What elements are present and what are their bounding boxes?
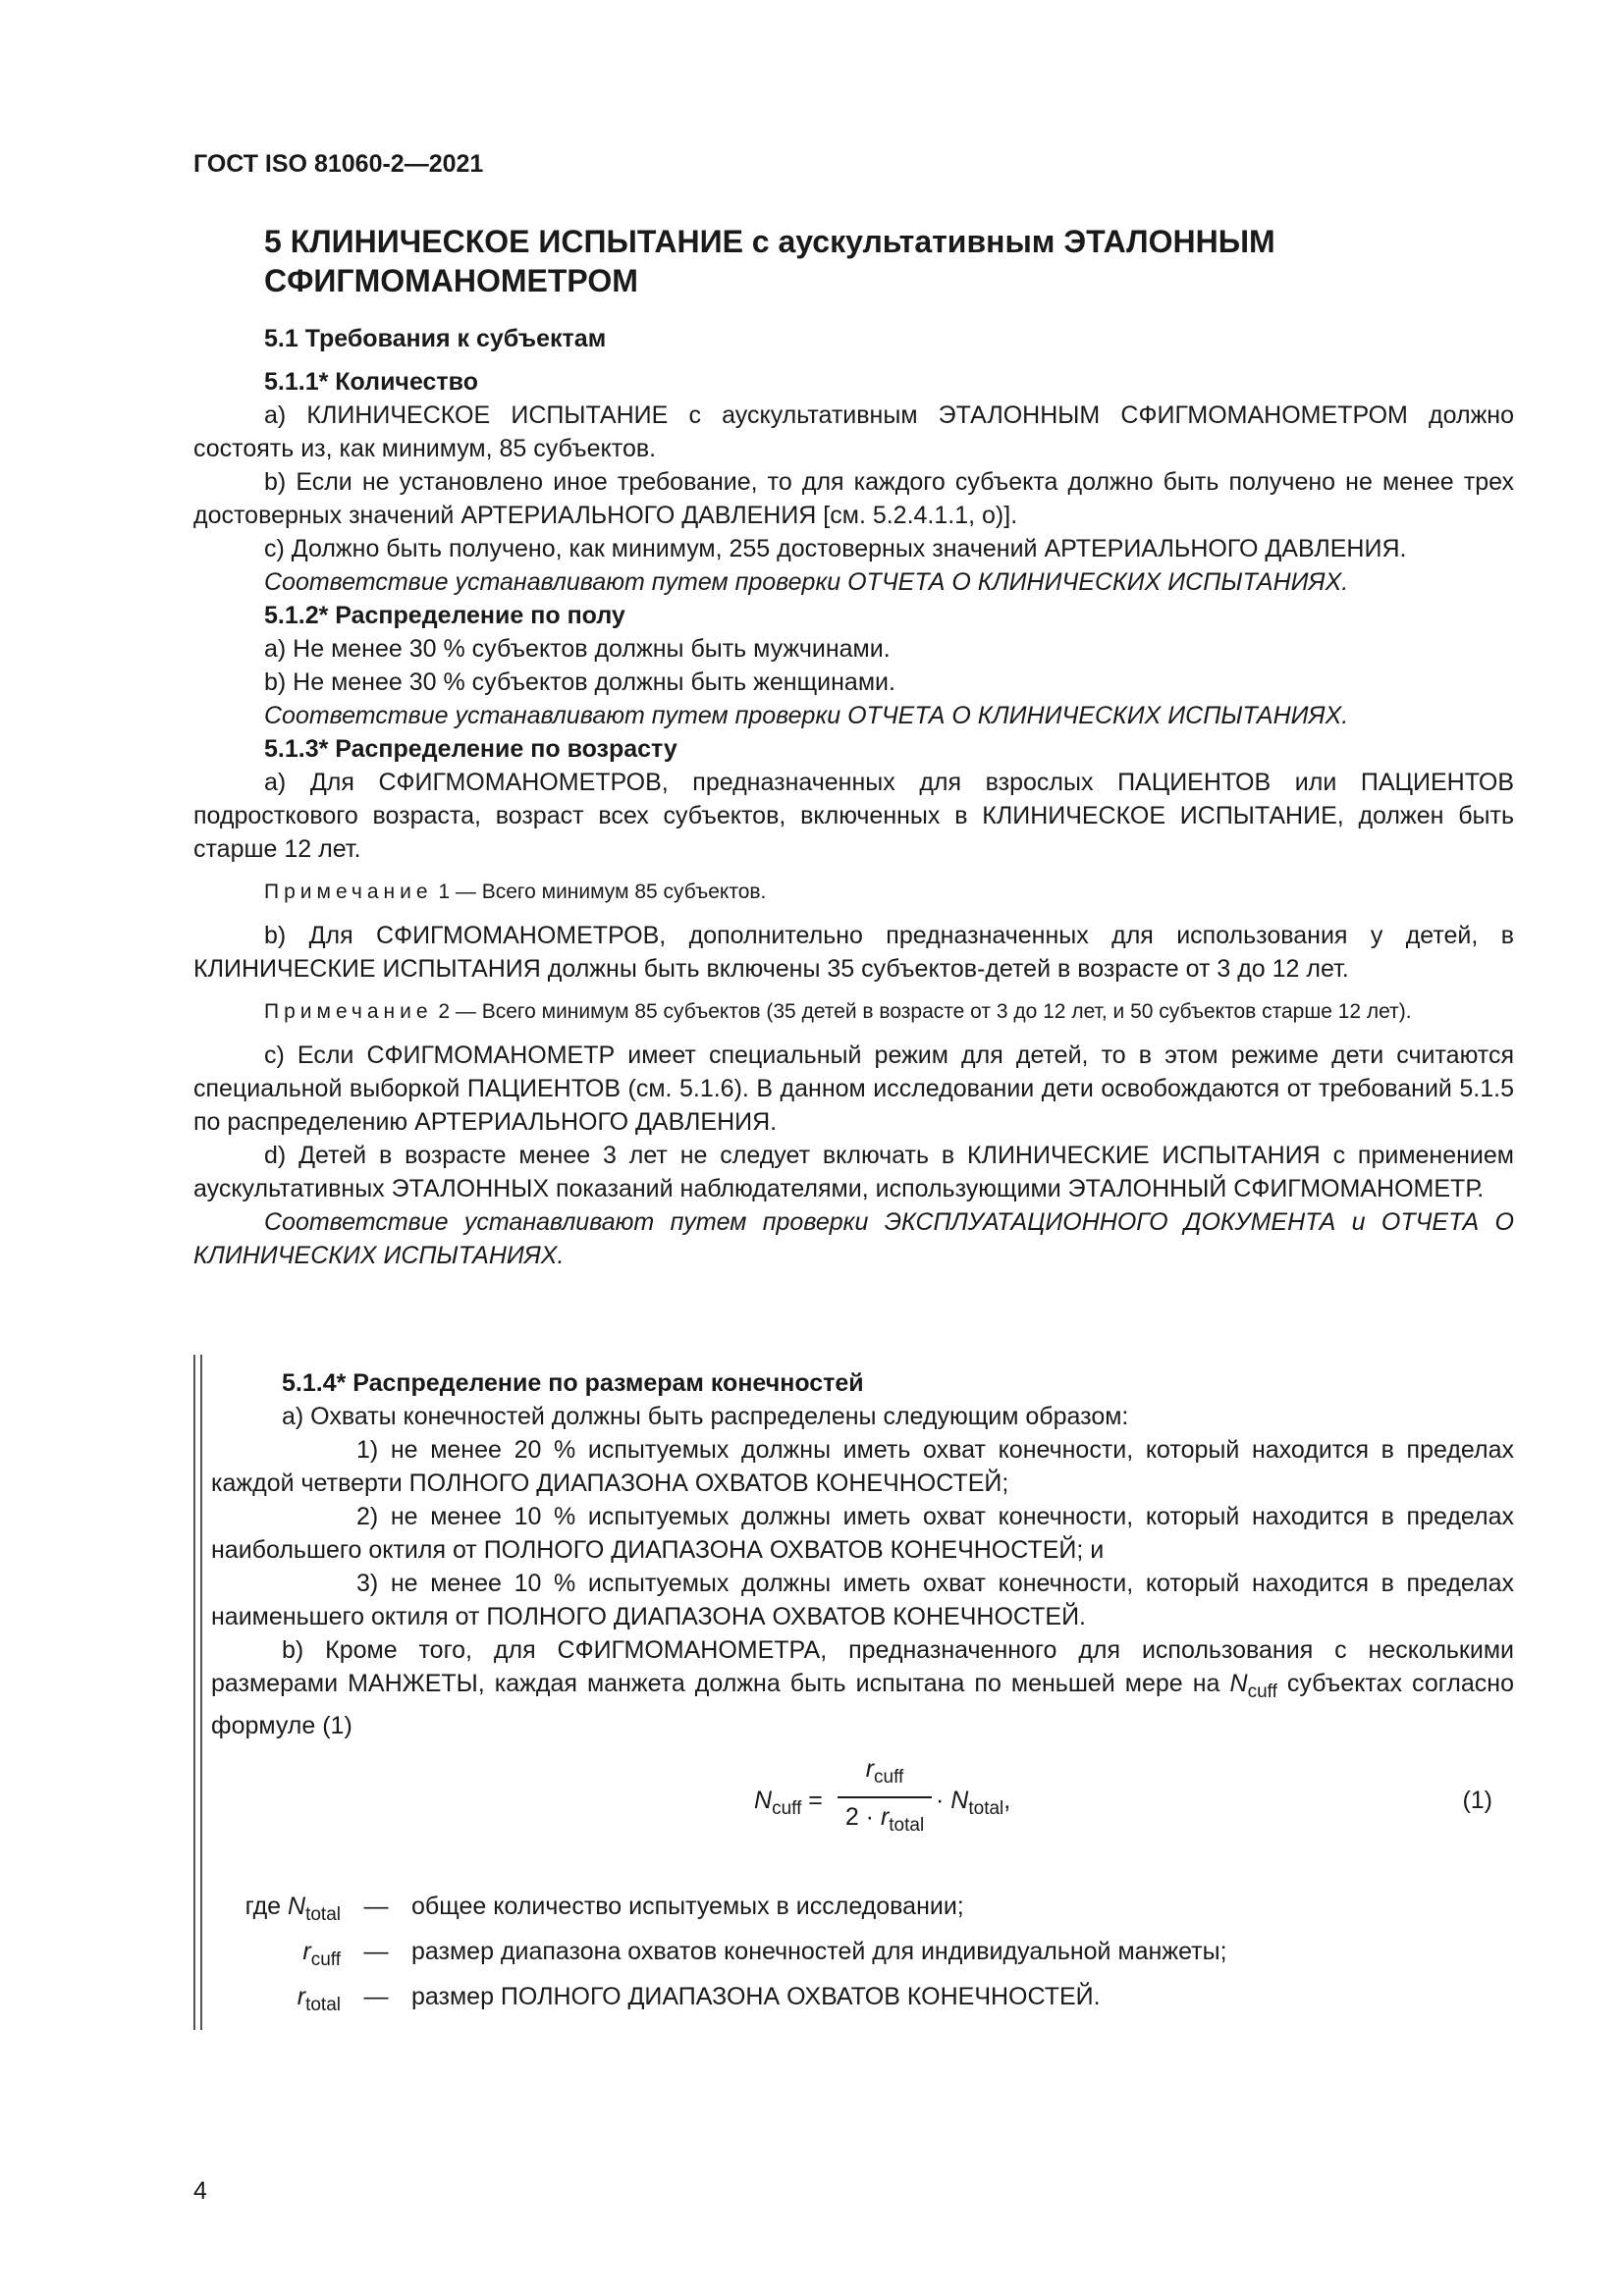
section-title-line1: 5 КЛИНИЧЕСКОЕ ИСПЫТАНИЕ с аускультативным ЭТАЛОННЫМ — [264, 224, 1275, 259]
clause-5-1-3-c: с) Если СФИГМОМАНОМЕТР имеет специальный режим для детей, то в этом режиме дети считаются специальной выборкой ПАЦИЕНТОВ (см. 5.1.6). В данном исследовании дети освобождаются от требований 5.1.5 по распределению АРТЕРИАЛЬНОГО ДАВЛЕНИЯ. — [193, 1041, 1514, 1136]
definition-symbol — [211, 1890, 341, 1932]
note-2-label: Примечание — [264, 1000, 433, 1023]
definition-dash: — — [363, 1938, 389, 1965]
clause-5-1-4-b-part1: b) Кроме того, для СФИГМОМАНОМЕТРА, предназначенного для использования с несколькими размерами МАНЖЕТЫ, каждая манжета должна быть испытана по меньшей мере на — [211, 1636, 1514, 1697]
clause-5-1-3-b: b) Для СФИГМОМАНОМЕТРОВ, дополнительно предназначенных для использования у детей, в КЛИНИЧЕСКИЕ ИСПЫТАНИЯ должны быть включены 35 субъектов-детей в возрасте от 3 до 12 лет. — [193, 922, 1514, 983]
note-1-label: Примечание — [264, 881, 433, 903]
definition-symbol-sub: total — [305, 1995, 341, 2015]
formula-lhs — [754, 1784, 823, 1826]
clause-5-1-2-b: b) Не менее 30 % субъектов должны быть женщинами. — [264, 668, 895, 696]
formula-rhs — [936, 1784, 1010, 1826]
definition-dash: — — [363, 1893, 389, 1920]
clause-5-1-4-b — [211, 1633, 1514, 1742]
note-2-text: 2 — Всего минимум 85 субъектов (35 детей в возрасте от 3 до 12 лет, и 50 субъектов старше 12 лет). — [432, 1000, 1412, 1023]
compliance-5-1-1: Соответствие устанавливают путем проверки ОТЧЕТА О КЛИНИЧЕСКИХ ИСПЫТАНИЯХ. — [264, 568, 1349, 596]
formula-numerator — [838, 1752, 932, 1794]
clause-5-1-4-a1: 1) не менее 20 % испытуемых должны иметь охват конечности, который находится в пределах каждой четверти ПОЛНОГО ДИАПАЗОНА ОХВАТОВ КОНЕЧНОСТЕЙ; — [211, 1436, 1514, 1497]
formula-rhs-dot: · — [936, 1787, 951, 1814]
clause-5-1-4-block — [211, 1366, 1514, 2025]
clause-5-1-4-a: а) Охваты конечностей должны быть распределены следующим образом: — [282, 1403, 1129, 1430]
formula-lhs-symbol: N — [754, 1787, 773, 1814]
definition-text: общее количество испытуемых в исследовании; — [411, 1893, 964, 1920]
fraction-bar — [838, 1796, 932, 1798]
formula-den-symbol: r — [880, 1803, 890, 1831]
definition-dash: — — [363, 1983, 389, 2010]
clause-5-1-4-b-part2: субъектах согласно формуле (1) — [211, 1670, 1514, 1739]
definition-row — [211, 1980, 1514, 2025]
compliance-5-1-2: Соответствие устанавливают путем проверки ОТЧЕТА О КЛИНИЧЕСКИХ ИСПЫТАНИЯХ. — [264, 702, 1349, 729]
formula-den-prefix: 2 · — [844, 1803, 881, 1831]
formula-1 — [211, 1746, 1514, 1868]
formula-denominator — [838, 1800, 932, 1842]
clause-5-1-2-a: а) Не менее 30 % субъектов должны быть мужчинами. — [264, 635, 891, 663]
definition-text: размер ПОЛНОГО ДИАПАЗОНА ОХВАТОВ КОНЕЧНОСТЕЙ. — [411, 1983, 1101, 2010]
definition-symbol-sub: cuff — [310, 1949, 341, 1970]
definition-symbol-letter: r — [302, 1938, 311, 1965]
subsection-title-5-1: 5.1 Требования к субъектам — [264, 325, 607, 352]
formula-equals: = — [801, 1787, 823, 1814]
definition-symbol — [211, 1980, 341, 2022]
note-1 — [193, 878, 1514, 907]
clause-5-1-1-a: а) КЛИНИЧЕСКОЕ ИСПЫТАНИЕ с аускультативным ЭТАЛОННЫМ СФИГМОМАНОМЕТРОМ должно состоять из, как минимум, 85 субъектов. — [193, 401, 1514, 462]
clause-5-1-4-a2: 2) не менее 10 % испытуемых должны иметь охват конечности, который находится в пределах наибольшего октиля от ПОЛНОГО ДИАПАЗОНА ОХВАТОВ КОНЕЧНОСТЕЙ; и — [211, 1503, 1514, 1564]
definition-text: размер диапазона охватов конечностей для индивидуальной манжеты; — [411, 1938, 1227, 1965]
formula-fraction — [838, 1752, 932, 1842]
clause-5-1-4-a3: 3) не менее 10 % испытуемых должны иметь охват конечности, который находится в пределах наименьшего октиля от ПОЛНОГО ДИАПАЗОНА ОХВАТОВ КОНЕЧНОСТЕЙ. — [211, 1570, 1514, 1630]
clause-title-5-1-1: 5.1.1* Количество — [264, 368, 478, 396]
clause-title-5-1-4: 5.1.4* Распределение по размерам конечностей — [282, 1369, 864, 1397]
clause-5-1-4-b-subscript: cuff — [1247, 1682, 1277, 1702]
section-title-line2: СФИГМОМАНОМЕТРОМ — [264, 263, 638, 298]
formula-rhs-symbol: N — [950, 1787, 969, 1814]
definition-row — [211, 1890, 1514, 1935]
clause-5-1-1-c: с) Должно быть получено, как минимум, 255 достоверных значений АРТЕРИАЛЬНОГО ДАВЛЕНИЯ. — [264, 535, 1407, 562]
clause-title-5-1-3: 5.1.3* Распределение по возрасту — [264, 735, 677, 763]
definition-prefix: где — [244, 1893, 289, 1920]
clause-5-1-3-a: а) Для СФИГМОМАНОМЕТРОВ, предназначенных для взрослых ПАЦИЕНТОВ или ПАЦИЕНТОВ подросткового возраста, возраст всех субъектов, включенных в КЛИНИЧЕСКОЕ ИСПЫТАНИЕ, должен быть старше 12 лет. — [193, 769, 1514, 863]
definition-row — [211, 1935, 1514, 1980]
clause-5-1-3-d: d) Детей в возрасте менее 3 лет не следует включать в КЛИНИЧЕСКИЕ ИСПЫТАНИЯ с применением аускультативных ЭТАЛОННЫХ показаний наблюдателями, использующими ЭТАЛОННЫЙ СФИГМОМАНОМЕТР. — [193, 1142, 1514, 1202]
formula-rhs-sub: total — [968, 1798, 1004, 1819]
page-number: 4 — [193, 2177, 207, 2205]
change-bar — [193, 1355, 202, 2030]
document-code: ГОСТ ISO 81060-2—2021 — [193, 150, 484, 178]
definition-symbol — [211, 1935, 341, 1977]
formula-number: (1) — [1462, 1787, 1492, 1814]
section-title — [264, 222, 1514, 300]
formula-den-sub: total — [889, 1815, 925, 1836]
note-1-text: 1 — Всего минимум 85 субъектов. — [432, 881, 767, 903]
compliance-5-1-3: Соответствие устанавливают путем проверки ЭКСПЛУАТАЦИОННОГО ДОКУМЕНТА и ОТЧЕТА О КЛИНИЧЕСКИХ ИСПЫТАНИЯХ. — [193, 1208, 1514, 1269]
definition-symbol-letter: N — [288, 1893, 306, 1920]
clause-5-1-4-b-symbol: N — [1229, 1670, 1248, 1697]
variable-definitions — [211, 1890, 1514, 2025]
clause-title-5-1-2: 5.1.2* Распределение по полу — [264, 602, 625, 629]
note-2 — [193, 997, 1514, 1027]
formula-rhs-comma: , — [1003, 1787, 1011, 1814]
definition-symbol-letter: r — [297, 1983, 306, 2010]
formula-num-symbol: r — [865, 1755, 875, 1783]
clause-5-1-1-b: b) Если не установлено иное требование, то для каждого субъекта должно быть получено не менее трех достоверных значений АРТЕРИАЛЬНОГО ДАВЛЕНИЯ [см. 5.2.4.1.1, о)]. — [193, 468, 1514, 529]
formula-lhs-sub: cuff — [772, 1798, 802, 1819]
formula-num-sub: cuff — [874, 1767, 904, 1788]
main-content — [193, 222, 1514, 1272]
definition-symbol-sub: total — [305, 1904, 341, 1925]
